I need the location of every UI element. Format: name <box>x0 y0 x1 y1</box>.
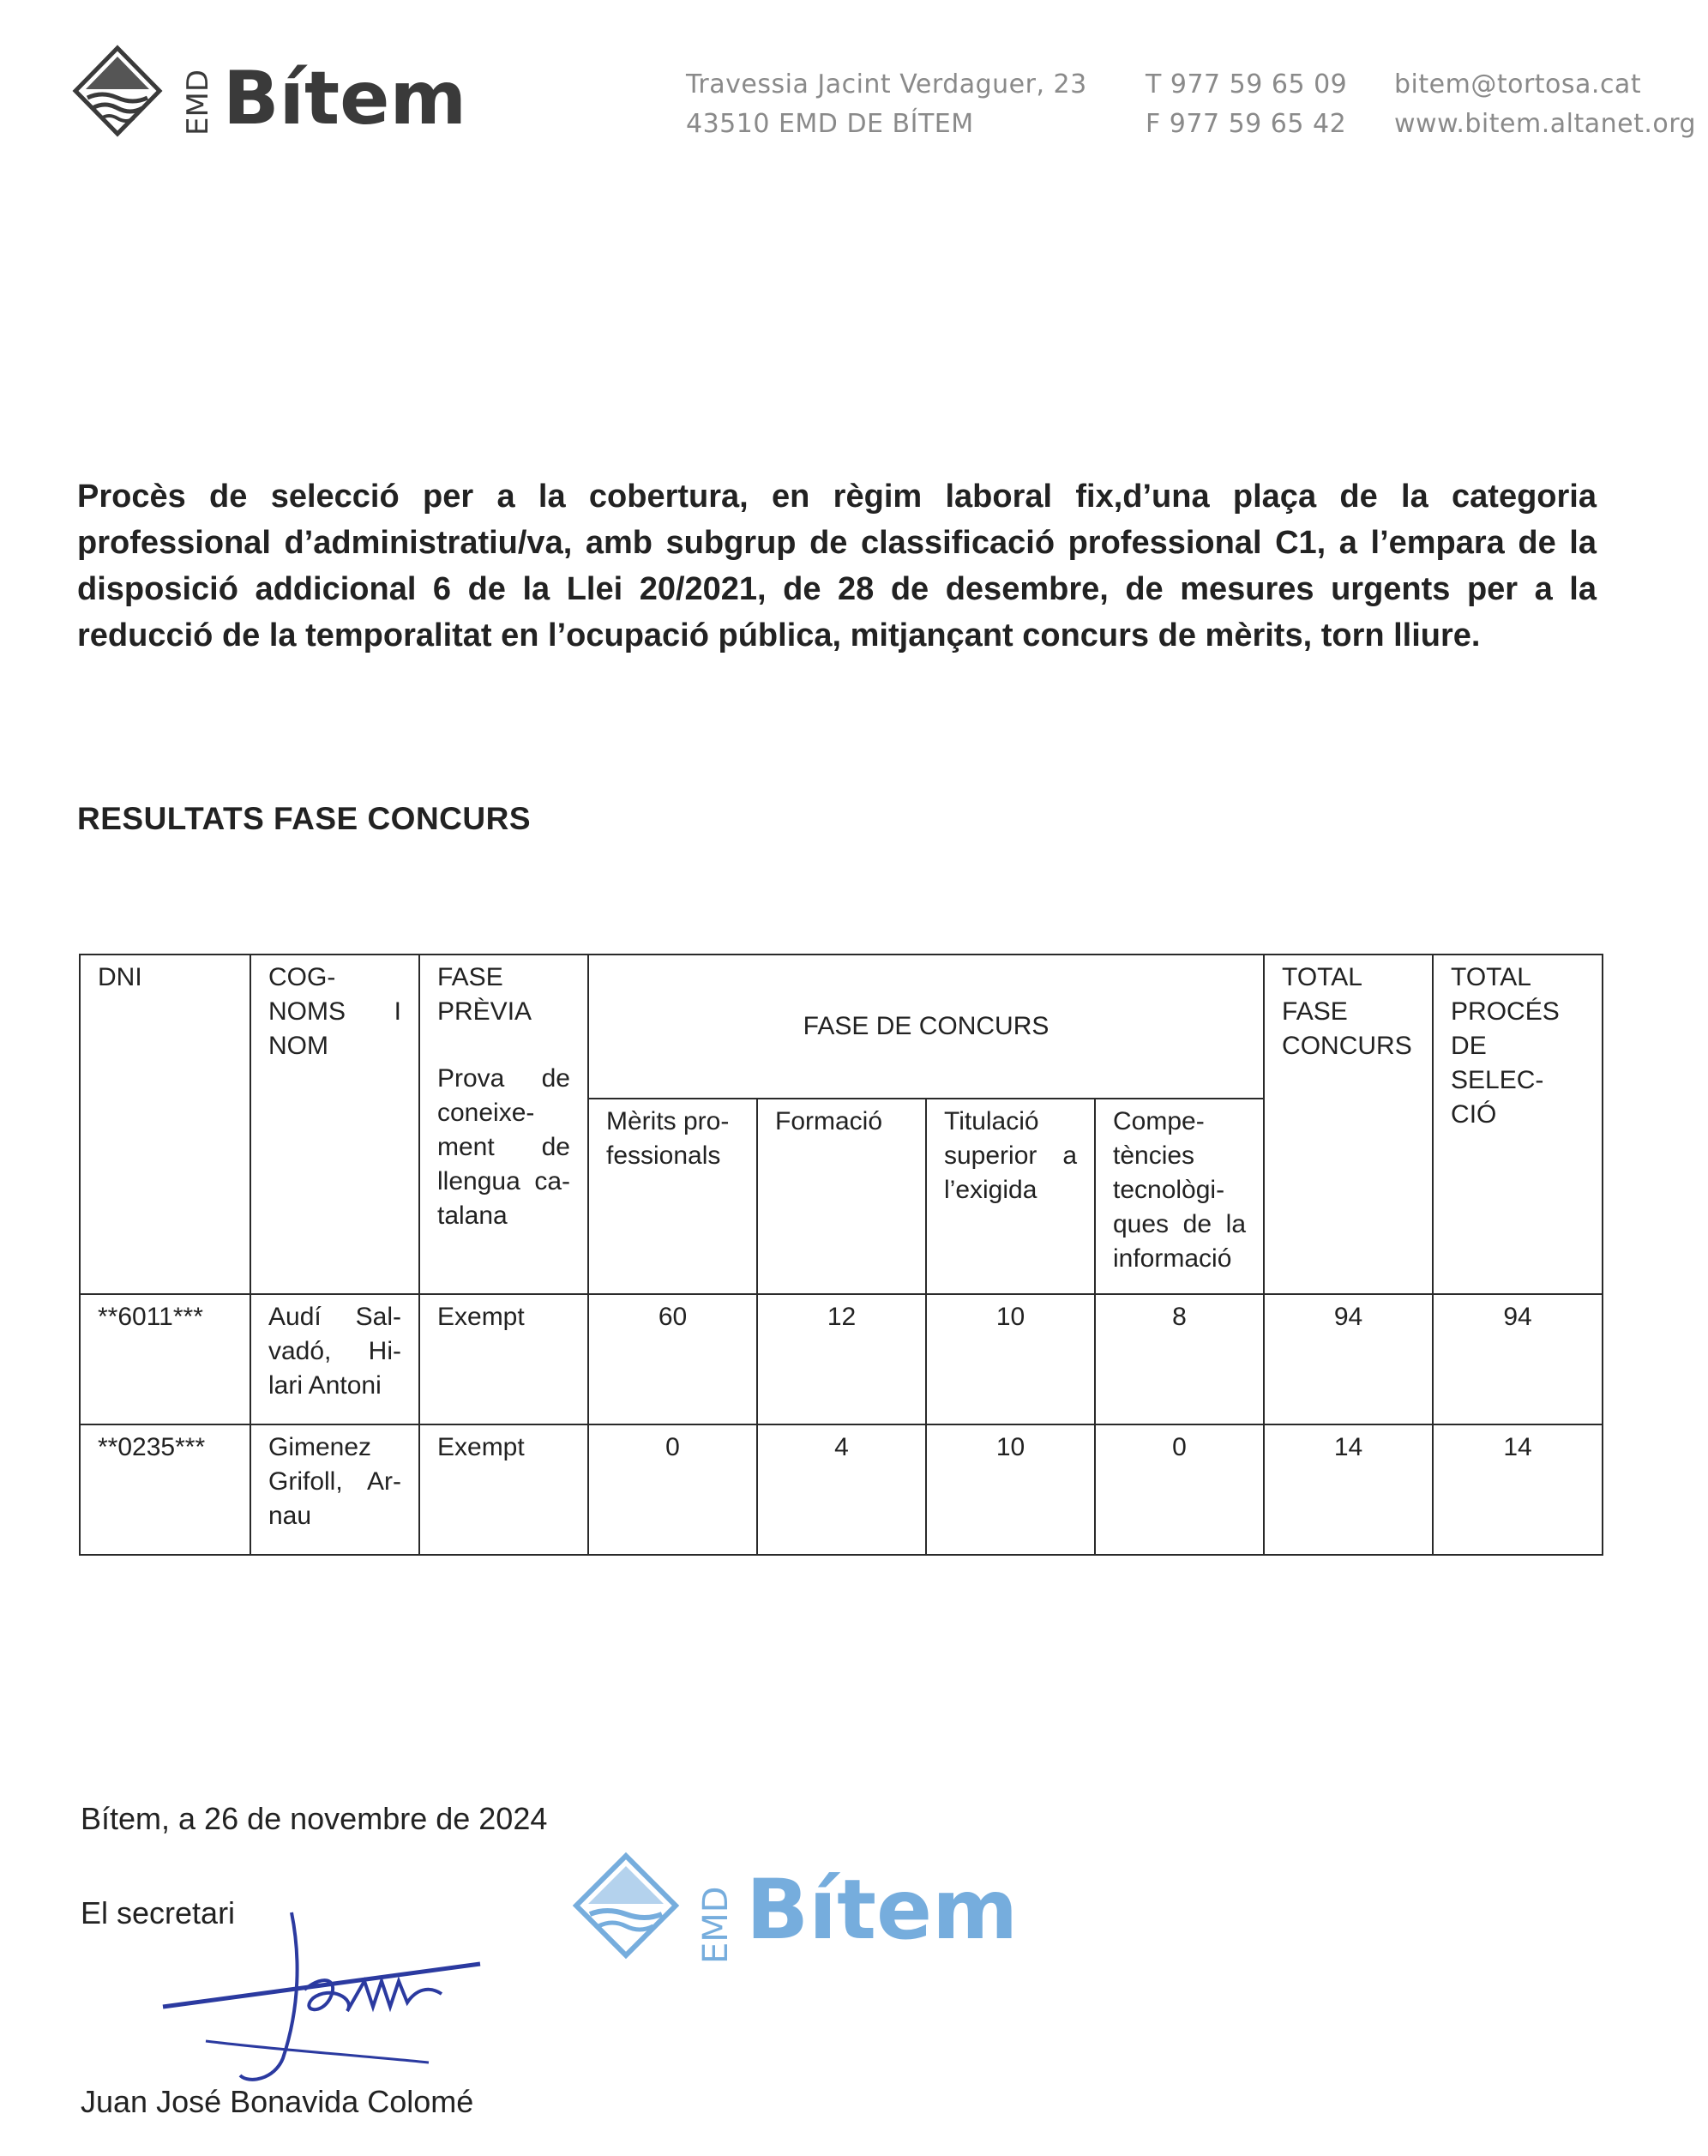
phone-number: T 977 59 65 09 <box>1146 69 1348 99</box>
header-titulacio: Titulació superior a l’exigida <box>926 1099 1095 1294</box>
header-total-concurs: TOTAL FASE CONCURS <box>1264 955 1433 1294</box>
header-dni: DNI <box>80 955 250 1294</box>
signatory-name: Juan José Bonavida Colomé <box>81 2084 474 2119</box>
header-prev-phase-subtitle: Prova de coneixe-ment de llengua ca-talana <box>437 1064 570 1230</box>
cell-name: Gimenez Grifoll, Ar-nau <box>250 1424 419 1555</box>
cell-merits: 0 <box>588 1424 757 1555</box>
results-table <box>79 954 1603 1556</box>
cell-formacio: 12 <box>757 1294 926 1424</box>
email-link[interactable]: bitem@tortosa.cat <box>1394 69 1642 99</box>
header-name: COG-NOMS I NOM <box>250 955 419 1294</box>
cell-titulacio: 10 <box>926 1294 1095 1424</box>
table-header-row <box>80 955 1603 1099</box>
stamp-text: Bítem <box>746 1862 1019 1958</box>
address-line-1: Travessia Jacint Verdaguer, 23 <box>686 69 1087 99</box>
phone-block <box>1146 65 1347 144</box>
logo-text: Bítem <box>223 56 467 142</box>
signatory-role: El secretari <box>81 1895 236 1930</box>
section-title: RESULTATS FASE CONCURS <box>77 801 532 836</box>
cell-prev: Exempt <box>419 1294 588 1424</box>
cell-dni: **6011*** <box>80 1294 250 1424</box>
emd-bitem-stamp <box>574 1844 1019 1972</box>
website-link[interactable]: www.bitem.altanet.org <box>1394 109 1697 139</box>
cell-competencies: 8 <box>1095 1294 1264 1424</box>
header-concurs-phase: FASE DE CONCURS <box>588 955 1264 1099</box>
cell-dni: **0235*** <box>80 1424 250 1555</box>
stamp-emblem-icon <box>576 1856 676 1955</box>
cell-merits: 60 <box>588 1294 757 1424</box>
table-row <box>80 1294 1603 1424</box>
header-formacio: Formació <box>757 1099 926 1294</box>
header-prev-phase <box>419 955 588 1294</box>
signature-date: Bítem, a 26 de novembre de 2024 <box>81 1801 548 1836</box>
cell-titulacio: 10 <box>926 1424 1095 1555</box>
cell-name: Audí Sal-vadó, Hi-lari Antoni <box>250 1294 419 1424</box>
cell-total-proces: 94 <box>1433 1294 1603 1424</box>
logo-emblem-icon <box>75 48 159 134</box>
intro-paragraph: Procès de selecció per a la cobertura, en règim laboral fix,d’una plaça de la categoria professional d’administratiu/va, amb subgrup de classificació professional C1, a l’empara de la disposició addicional 6 de la Llei 20/2021, de 28 de desembre, de mesures urgents per a la reducció de la temporalitat en l’ocupació pública, mitjançant concurs de mèrits, torn lliure. <box>77 479 1597 653</box>
cell-total-concurs: 94 <box>1264 1294 1433 1424</box>
web-block <box>1394 65 1696 144</box>
stamp-abbr: EMD <box>696 1886 736 1964</box>
cell-total-concurs: 14 <box>1264 1424 1433 1555</box>
emd-bitem-logo <box>70 43 467 142</box>
cell-formacio: 4 <box>757 1424 926 1555</box>
header-total-proces: TOTAL PROCÉS DE SELEC-CIÓ <box>1433 955 1603 1294</box>
address-block <box>686 65 1087 144</box>
header-prev-phase-title: FASE PRÈVIA <box>437 963 532 1026</box>
address-line-2: 43510 EMD DE BÍTEM <box>686 109 974 139</box>
handwritten-signature <box>154 1904 497 2093</box>
cell-total-proces: 14 <box>1433 1424 1603 1555</box>
table-row <box>80 1424 1603 1555</box>
header-competencies: Compe-tències tecnològi-ques de la informació <box>1095 1099 1264 1294</box>
header-merits: Mèrits pro-fessionals <box>588 1099 757 1294</box>
cell-prev: Exempt <box>419 1424 588 1555</box>
fax-number: F 977 59 65 42 <box>1146 109 1347 139</box>
logo-abbr: EMD <box>181 69 215 136</box>
cell-competencies: 0 <box>1095 1424 1264 1555</box>
